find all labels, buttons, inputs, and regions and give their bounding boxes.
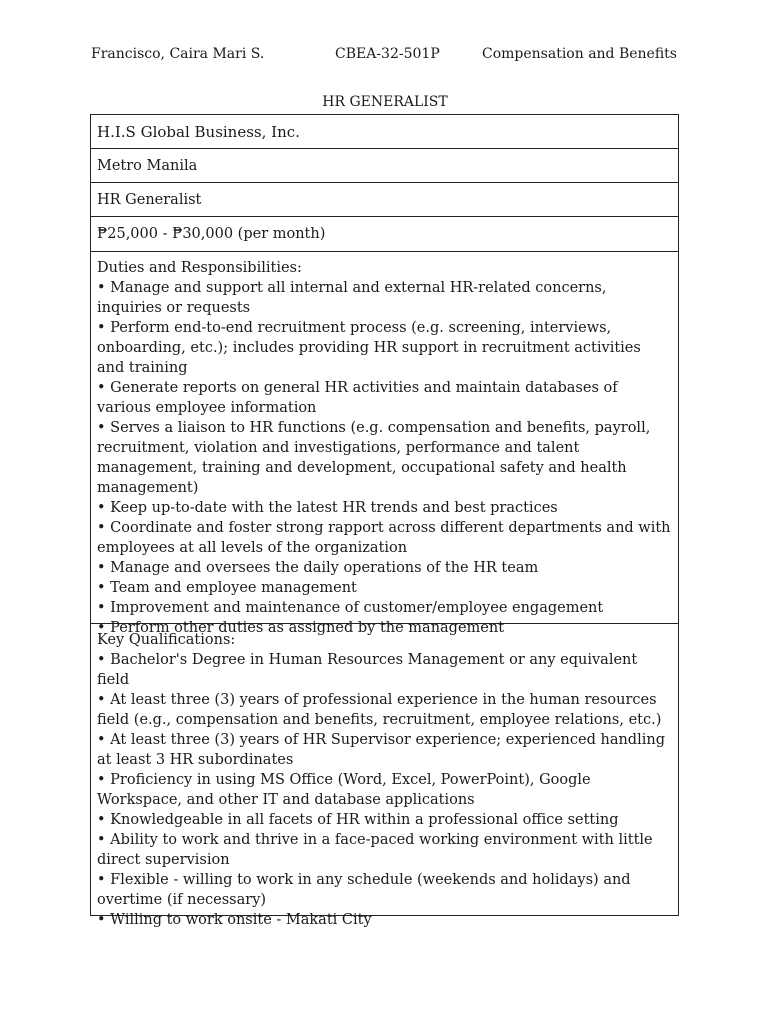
duty-item: • Manage and oversees the daily operations of the HR team bbox=[97, 558, 672, 578]
duty-item: • Improvement and maintenance of customer/employee engagement bbox=[97, 598, 672, 618]
duty-item: • Perform other duties as assigned by the management bbox=[97, 618, 672, 638]
location-row bbox=[91, 149, 678, 183]
job-salary: ₱25,000 - ₱30,000 (per month) bbox=[97, 226, 326, 242]
company-row bbox=[91, 115, 678, 149]
qualification-item: • Proficiency in using MS Office (Word, Excel, PowerPoint), Google Workspace, and other IT and database applications bbox=[97, 770, 672, 810]
salary-row bbox=[91, 217, 678, 252]
section-code: CBEA-32-501P bbox=[335, 46, 440, 62]
subject-name: Compensation and Benefits bbox=[481, 46, 677, 62]
duty-item: • Generate reports on general HR activities and maintain databases of various employee information bbox=[97, 378, 672, 418]
qualifications-list bbox=[97, 650, 672, 930]
student-name: Francisco, Caira Mari S. bbox=[91, 46, 265, 62]
qualification-item: • Ability to work and thrive in a face-paced working environment with little direct supervision bbox=[97, 830, 672, 870]
duty-item: • Team and employee management bbox=[97, 578, 672, 598]
job-details-table bbox=[90, 114, 679, 928]
duty-item: • Manage and support all internal and external HR-related concerns, inquiries or requests bbox=[97, 278, 672, 318]
duty-item: • Keep up-to-date with the latest HR trends and best practices bbox=[97, 498, 672, 518]
qualifications-section bbox=[91, 624, 678, 928]
qualification-item: • Knowledgeable in all facets of HR within a professional office setting bbox=[97, 810, 672, 830]
duty-item: • Serves a liaison to HR functions (e.g. compensation and benefits, payroll, recruitment, violation and investigations, performance and talent management, training and development, occupational safety and health management) bbox=[97, 418, 672, 498]
page-header bbox=[91, 46, 677, 66]
duty-item: • Coordinate and foster strong rapport across different departments and with employees at all levels of the organization bbox=[97, 518, 672, 558]
duties-list bbox=[97, 278, 672, 638]
job-position: HR Generalist bbox=[97, 191, 202, 208]
job-location: Metro Manila bbox=[97, 157, 198, 174]
qualifications-heading: Key Qualifications: bbox=[97, 632, 236, 648]
duties-section bbox=[91, 252, 678, 636]
duties-heading: Duties and Responsibilities: bbox=[97, 260, 302, 276]
qualification-item: • At least three (3) years of professional experience in the human resources field (e.g., compensation and benefits, recruitment, employee relations, etc.) bbox=[97, 690, 672, 730]
qualification-item: • Bachelor's Degree in Human Resources Management or any equivalent field bbox=[97, 650, 672, 690]
document-title: HR GENERALIST bbox=[322, 94, 448, 110]
company-name: H.I.S Global Business, Inc. bbox=[97, 122, 300, 141]
qualification-item: • Willing to work onsite - Makati City bbox=[97, 910, 672, 930]
duty-item: • Perform end-to-end recruitment process (e.g. screening, interviews, onboarding, etc.); includes providing HR support in recruitment activities and training bbox=[97, 318, 672, 378]
qualification-item: • Flexible - willing to work in any schedule (weekends and holidays) and overtime (if necessary) bbox=[97, 870, 672, 910]
qualification-item: • At least three (3) years of HR Supervisor experience; experienced handling at least 3 HR subordinates bbox=[97, 730, 672, 770]
position-row bbox=[91, 183, 678, 217]
